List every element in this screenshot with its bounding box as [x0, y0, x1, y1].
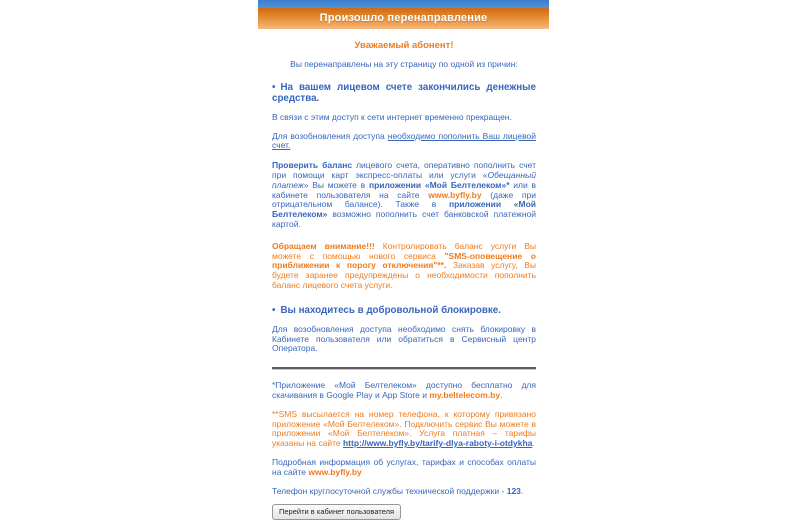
info-text: Подробная информация об услугах, тарифах и способах оплаты на сайте www.byfly.by	[272, 456, 536, 477]
support-phone-text: Телефон круглосуточной службы технической поддержки - 123.	[272, 485, 524, 496]
reason-voluntary-block-text: Вы находитесь в добровольной блокировке.	[280, 304, 501, 316]
footnote-sms: **SMS высылается на номер телефона, к которому привязано приложение «Мой Белтелеком». Подключить сервис Вы можете в приложении «Мой Белтелеком». Услуга платная – тарифы указаны на сайте http://www.byfly.by/tarify-dlya-raboty-i-otdykha.	[272, 408, 536, 449]
tariffs-link[interactable]: http://www.byfly.by/tarify-dlya-raboty-i-otdykha	[342, 438, 533, 449]
go-to-cabinet-button[interactable]: Перейти в кабинет пользователя	[272, 504, 401, 520]
page-content	[258, 29, 549, 520]
byfly-link[interactable]: www.byfly.by	[428, 189, 482, 200]
page-header	[258, 8, 549, 29]
top-blue-bar	[258, 0, 549, 8]
top-up-account-link[interactable]: необходимо пополнить Ваш лицевой счет.	[272, 130, 536, 151]
reason-no-funds	[272, 82, 536, 104]
resume-access-text: Для возобновления доступа необходимо пополнить Ваш лицевой счет.	[272, 130, 536, 151]
footnote-app: *Приложение «Мой Белтелеком» доступно бесплатно для скачивания в Google Play и App Store и my.beltelecom.by.	[272, 380, 536, 400]
divider	[272, 367, 536, 370]
page-title: Произошло перенаправление	[319, 12, 488, 24]
redirect-page	[258, 0, 549, 520]
bullet-marker: •	[272, 304, 276, 316]
support-phone-number: 123	[506, 485, 521, 496]
greeting: Уважаемый абонент!	[354, 40, 454, 51]
beltelecom-link[interactable]: my.beltelecom.by	[429, 389, 501, 400]
reason-voluntary-block	[272, 305, 536, 316]
intro-text: Вы перенаправлены на эту страницу по одной из причин:	[290, 59, 518, 69]
byfly-link[interactable]: www.byfly.by	[308, 466, 362, 477]
access-stopped-text: В связи с этим доступ к сети интернет временно прекращен.	[272, 111, 512, 122]
balance-paragraph: Проверить баланс лицевого счета, оперативно пополнить счет при помощи карт экспресс-оплаты или услуги «Обещанный платеж» Вы можете в приложении «Мой Белтелеком»* или в кабинете пользователя на сайте www.byfly.by (даже при отрицательном балансе). Также в приложении «Мой Белтелеком» возможно пополнить счет банковской платежной картой.	[272, 160, 537, 229]
unblock-text: Для возобновления доступа необходимо снять блокировку в Кабинете пользователя или обратиться в Сервисный центр Оператора.	[272, 323, 536, 354]
bullet-marker: •	[272, 81, 276, 93]
reason-no-funds-text: На вашем лицевом счете закончились денежные средства.	[272, 81, 536, 104]
attention-paragraph: Обращаем внимание!!! Контролировать баланс услуги Вы можете с помощью нового сервиса "SMS-оповещение о приближении к порогу отключения"**. Заказав услугу, Вы будете заранее предупреждены о необходимости пополнить баланс лицевого счета услуги.	[272, 240, 536, 290]
